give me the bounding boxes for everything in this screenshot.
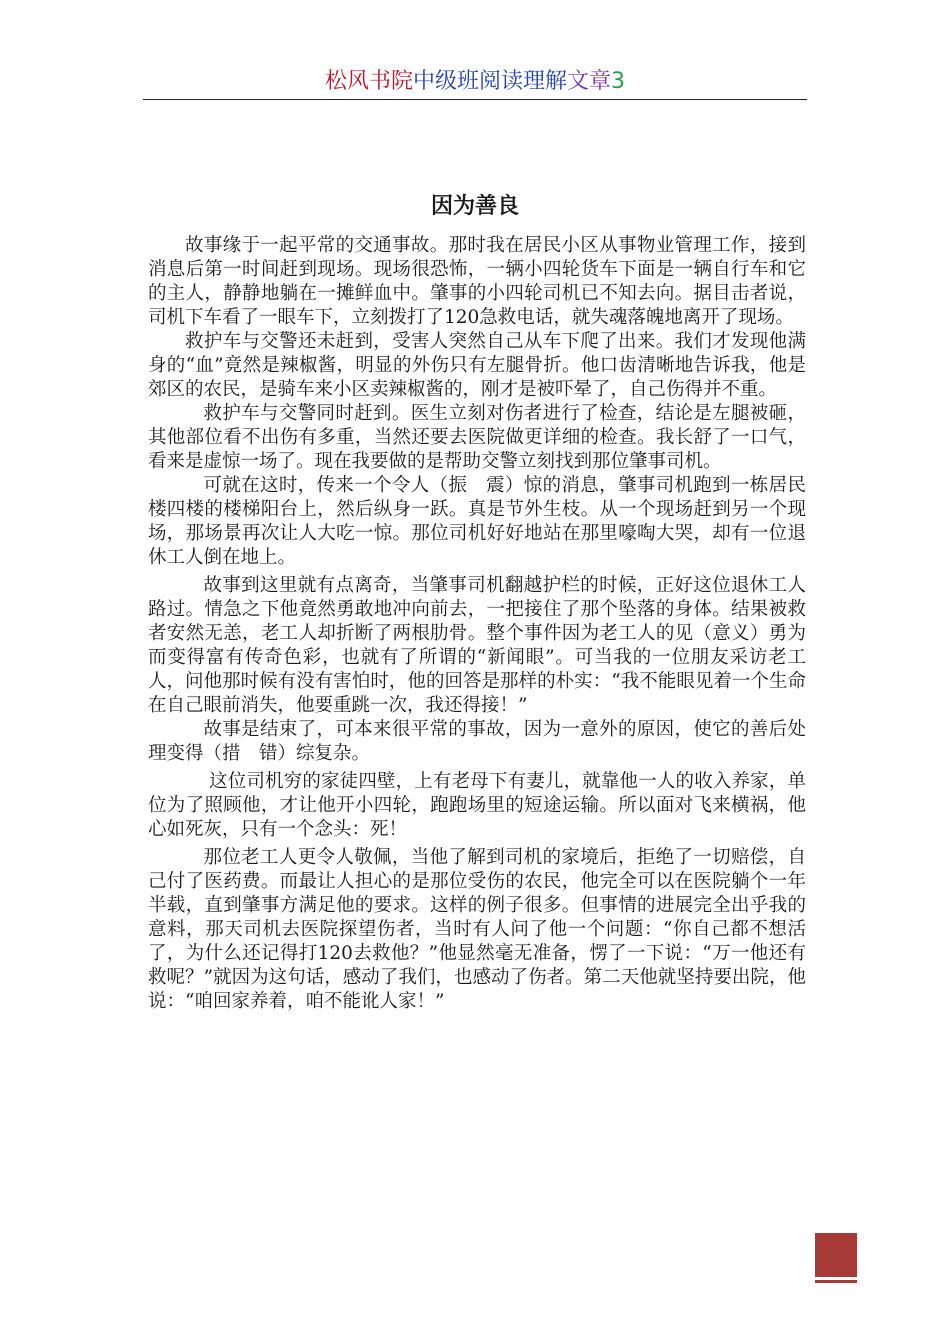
page-header: [143, 66, 807, 98]
article-title: 因为善良: [430, 194, 519, 219]
paragraph: 故事是结束了，可本来很平常的事故，因为一意外的原因，使它的善后处理变得（措 错）综复杂。: [148, 719, 806, 764]
paragraph: 故事缘于一起平常的交通事故。那时我在居民小区从事物业管理工作，接到消息后第一时间赶到现场。现场很恐怖，一辆小四轮货车下面是一辆自行车和它的主人，静静地躺在一摊鲜血中。肇事的小四轮司机已不知去向。据目击者说，司机下车看了一眼车下，立刻拨打了120急救电话，就失魂落魄地离开了现场。: [148, 235, 806, 328]
article-body: [148, 234, 806, 1014]
paragraph: 救护车与交警还未赶到，受害人突然自己从车下爬了出来。我们才发现他满身的“血”竟然是辣椒酱，明显的外伤只有左腿骨折。他口齿清晰地告诉我，他是郊区的农民，是骑车来小区卖辣椒酱的，刚才是被吓晕了，自己伤得并不重。: [148, 331, 806, 400]
paragraph: 故事到这里就有点离奇，当肇事司机翻越护栏的时候，正好这位退休工人路过。情急之下他竟然勇敢地冲向前去，一把接住了那个坠落的身体。结果被救者安然无恙，老工人却折断了两根肋骨。整个事件因为老工人的见（意义）勇为而变得富有传奇色彩，也就有了所谓的“新闻眼”。可当我的一位朋友采访老工人，问他那时候有没有害怕时，他的回答是那样的朴实：“我不能眼见着一个生命在自己眼前消失，他要重跳一次，我还得接！”: [148, 575, 806, 716]
header-segment-number: 3: [611, 69, 626, 94]
paragraph: 可就在这时，传来一个令人（振 震）惊的消息，肇事司机跑到一栋居民楼四楼的楼梯阳台上，然后纵身一跃。真是节外生枝。从一个现场赶到另一个现场，那场景再次让人大吃一惊。那位司机好好地站在那里嚎啕大哭，却有一位退休工人倒在地上。: [148, 475, 806, 568]
paragraph: 这位司机穷的家徒四壁，上有老母下有妻儿，就靠他一人的收入养家，单位为了照顾他，才让他开小四轮，跑跑场里的短途运输。所以面对飞来横祸，他心如死灰，只有一个念头：死！: [148, 771, 806, 840]
header-segment-school: 松风书院: [324, 69, 413, 94]
paragraph: 救护车与交警同时赶到。医生立刻对伤者进行了检查，结论是左腿被砸，其他部位看不出伤有多重，当然还要去医院做更详细的检查。我长舒了一口气，看来是虚惊一场了。现在我要做的是帮助交警立刻找到那位肇事司机。: [148, 403, 806, 472]
header-segment-class: 中级班阅读理解: [412, 69, 567, 94]
header-segment-article: 文章: [567, 69, 612, 94]
paragraph: 那位老工人更令人敬佩，当他了解到司机的家境后，拒绝了一切赔偿，自己付了医药费。而最让人担心的是那位受伤的农民，他完全可以在医院躺个一年半载，直到肇事方满足他的要求。这样的例子很多。但事情的进展完全出乎我的意料，那天司机去医院探望伤者，当时有人问了他一个问题：“你自己都不想活了，为什么还记得打120去救他？”他显然毫无准备，愣了一下说：“万一他还有救呢？”就因为这句话，感动了我们，也感动了伤者。第二天他就坚持要出院，他说：“咱回家养着，咱不能讹人家！”: [148, 847, 806, 1012]
page-corner-block: [815, 1233, 857, 1277]
header-rule: [143, 99, 807, 100]
page-corner-line: [815, 1280, 857, 1283]
